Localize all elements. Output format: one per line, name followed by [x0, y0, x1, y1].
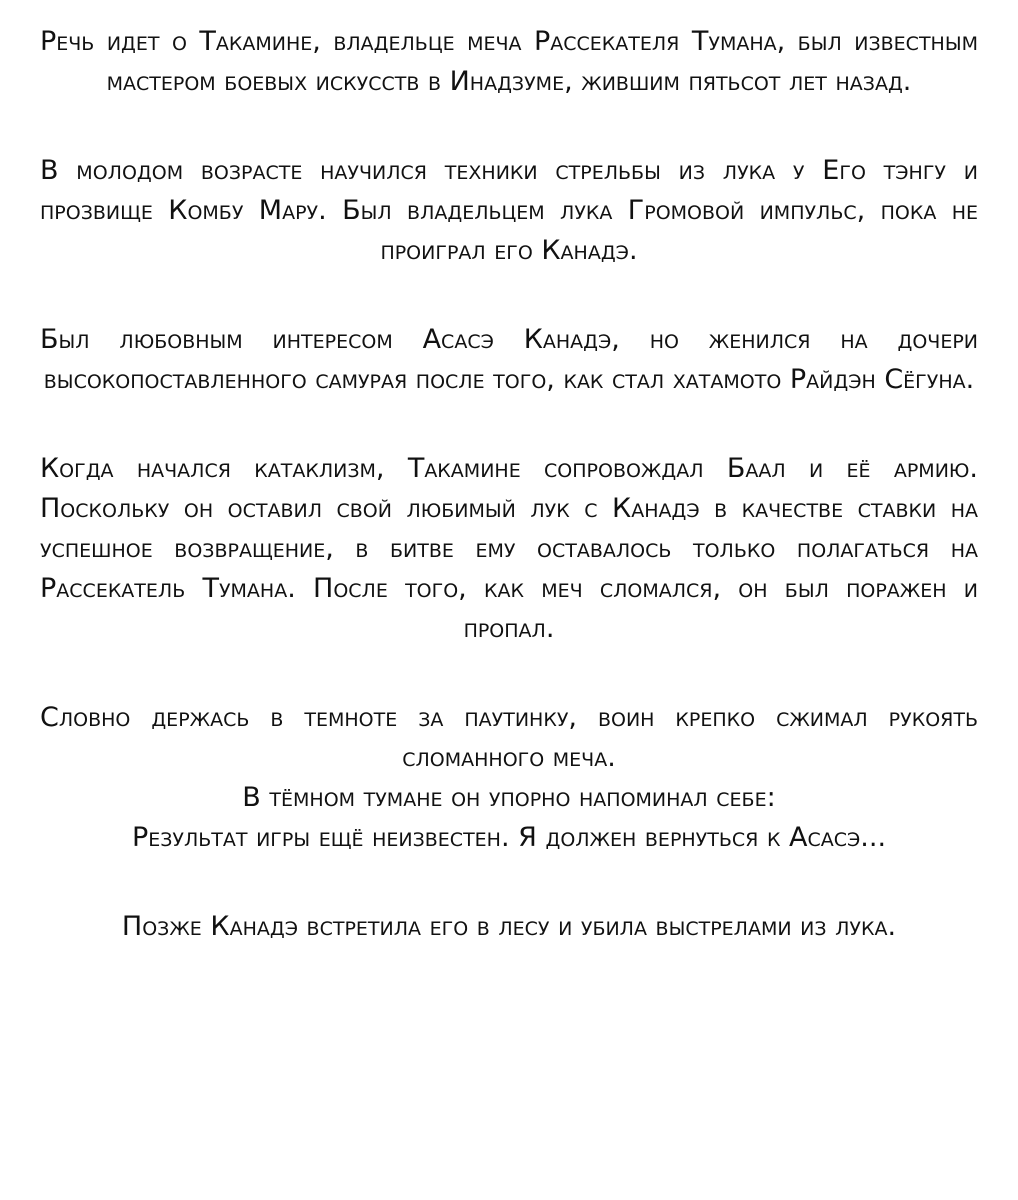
- paragraph-love-interest: [40, 320, 978, 400]
- paragraph-line: Словно держась в темноте за паутинку, воин крепко сжимал рукоять сломанного меча.: [40, 702, 978, 773]
- paragraph-text: Позже Канадэ встретила его в лесу и убила выстрелами из лука.: [121, 911, 897, 942]
- paragraph-broken-sword: [40, 698, 978, 858]
- paragraph-ending: [40, 907, 978, 947]
- document-body: [40, 22, 978, 947]
- paragraph-line: В тёмном тумане он упорно напоминал себе:: [242, 782, 776, 813]
- paragraph-text: Был любовным интересом Асасэ Канадэ, но женился на дочери высокопоставленного самурая после того, как стал хатамото Райдэн Сёгуна.: [40, 324, 978, 395]
- paragraph-archery-training: [40, 151, 978, 271]
- paragraph-cataclysm: [40, 449, 978, 649]
- paragraph-text: В молодом возрасте научился техники стрельбы из лука у Его тэнгу и прозвище Комбу Мару. Был владельцем лука Громовой импульс, пока не проиграл его Канадэ.: [40, 155, 978, 266]
- paragraph-takamine-intro: [40, 22, 978, 102]
- paragraph-line: Результат игры ещё неизвестен. Я должен вернуться к Асасэ...: [131, 822, 887, 853]
- paragraph-text: Когда начался катаклизм, Такамине сопровождал Баал и её армию. Поскольку он оставил свой любимый лук с Канадэ в качестве ставки на успешное возвращение, в битве ему оставалось только полагаться на Рассекатель Тумана. После того, как меч сломался, он был поражен и пропал.: [40, 453, 978, 644]
- paragraph-text: Речь идет о Такамине, владельце меча Рассекателя Тумана, был известным мастером боевых искусств в Инадзуме, жившим пятьсот лет назад.: [40, 26, 978, 97]
